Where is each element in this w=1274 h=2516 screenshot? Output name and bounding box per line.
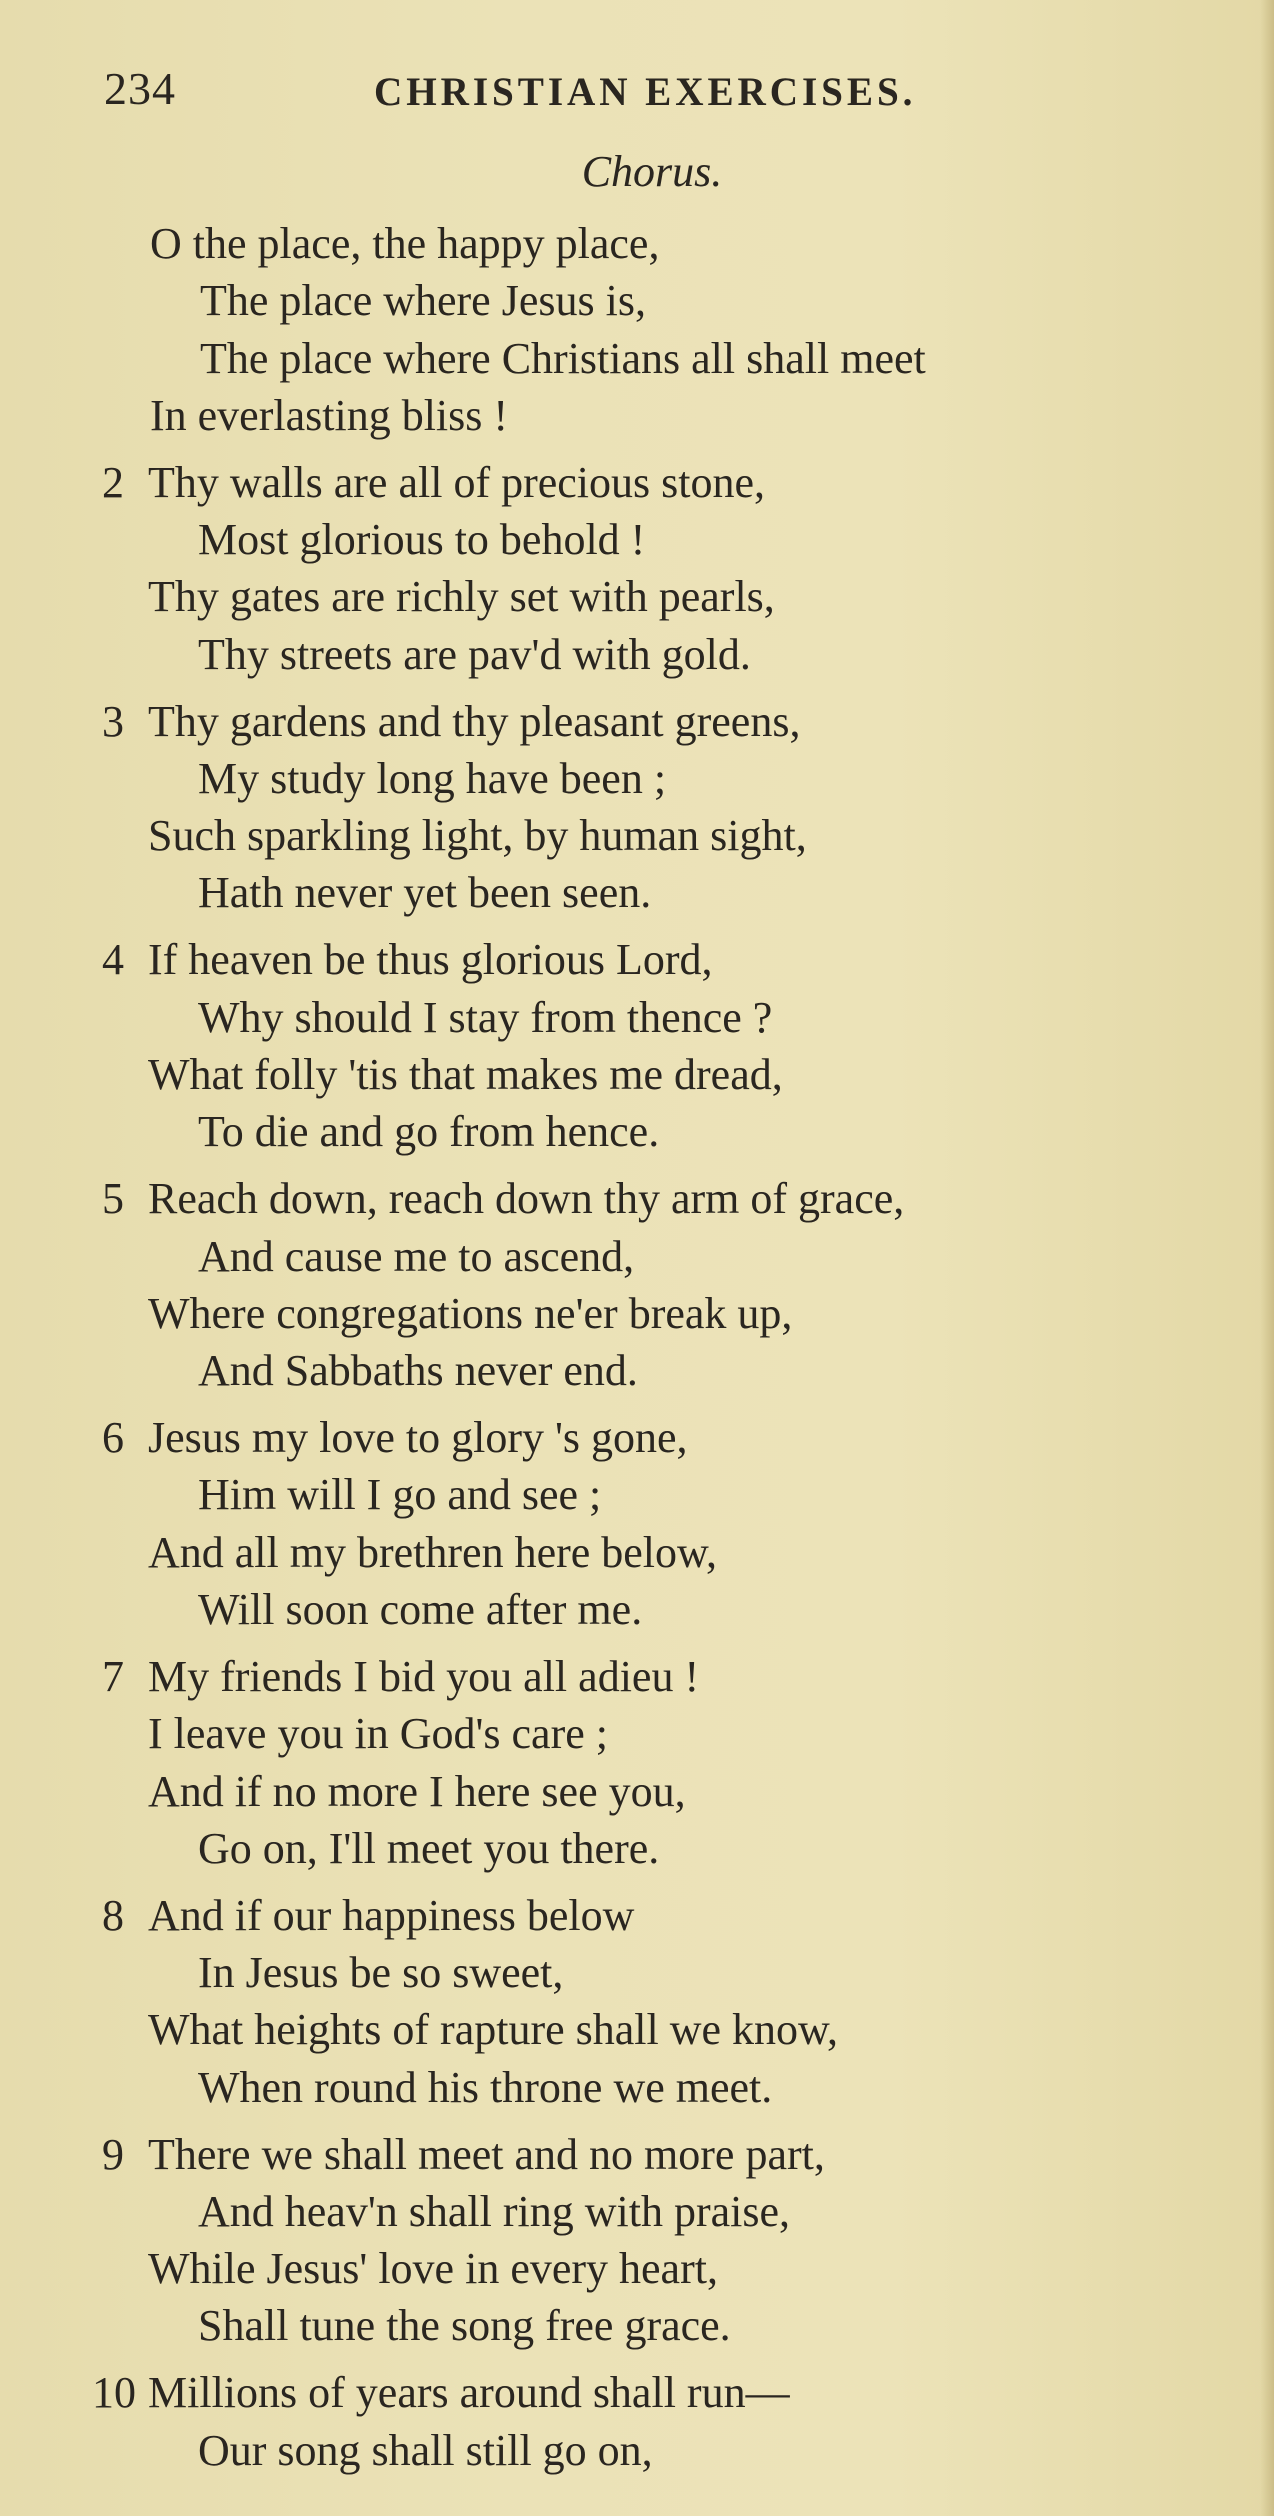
stanza-line: And Sabbaths never end. (198, 1346, 638, 1395)
stanza-line: Thy walls are all of precious stone, (148, 458, 766, 507)
stanza-number: 4 (102, 935, 124, 984)
stanza-line: And if no more I here see you, (148, 1767, 686, 1816)
stanza-number: 2 (102, 458, 124, 507)
stanza-line: Our song shall still go on, (198, 2426, 653, 2475)
stanza-line: Go on, I'll meet you there. (198, 1824, 660, 1873)
stanza-line: Thy streets are pav'd with gold. (198, 630, 751, 679)
stanza-line: Him will I go and see ; (198, 1470, 602, 1519)
stanza-line: Will soon come after me. (198, 1585, 643, 1634)
stanza-line: Thy gardens and thy pleasant greens, (148, 697, 801, 746)
stanza-number: 10 (92, 2368, 136, 2417)
stanza-line: What folly 'tis that makes me dread, (148, 1050, 783, 1099)
stanza-number: 8 (102, 1891, 124, 1940)
stanza-line: What heights of rapture shall we know, (148, 2005, 838, 2054)
stanza-line: While Jesus' love in every heart, (148, 2244, 718, 2293)
stanza-line: My study long have been ; (198, 754, 667, 803)
stanza-line: Hath never yet been seen. (198, 868, 652, 917)
stanza-line: I leave you in God's care ; (148, 1709, 608, 1758)
stanza-line: And if our happiness below (148, 1891, 635, 1940)
stanza-line: And all my brethren here below, (148, 1528, 717, 1577)
stanza-line: Thy gates are richly set with pearls, (148, 572, 775, 621)
stanza-number: 6 (102, 1413, 124, 1462)
chorus-line-2: The place where Jesus is, (200, 276, 646, 325)
stanza-number: 7 (102, 1652, 124, 1701)
stanza-line: Jesus my love to glory 's gone, (148, 1413, 688, 1462)
chorus-line-3: The place where Christians all shall meet (200, 334, 926, 383)
page-edge-shadow (1260, 0, 1274, 2516)
stanza-line: Most glorious to behold ! (198, 515, 646, 564)
stanza-line: Where congregations ne'er break up, (148, 1289, 793, 1338)
stanza-number: 3 (102, 697, 124, 746)
stanza-line: Shall tune the song free grace. (198, 2301, 731, 2350)
chorus-line-1: O the place, the happy place, (150, 219, 660, 268)
stanza-line: In Jesus be so sweet, (198, 1948, 564, 1997)
stanza-line: If heaven be thus glorious Lord, (148, 935, 713, 984)
stanza-line: When round his throne we meet. (198, 2063, 773, 2112)
chorus-heading: Chorus. (581, 147, 723, 196)
stanza-line: Millions of years around shall run— (148, 2368, 790, 2417)
stanza-number: 9 (102, 2130, 124, 2179)
stanza-line: To die and go from hence. (198, 1107, 660, 1156)
page-number: 234 (104, 63, 176, 114)
stanza-line: My friends I bid you all adieu ! (148, 1652, 700, 1701)
chorus-line-4: In everlasting bliss ! (150, 391, 509, 440)
stanza-line: And cause me to ascend, (198, 1232, 635, 1281)
stanza-line: Why should I stay from thence ? (198, 993, 773, 1042)
page-header (104, 62, 1254, 122)
stanza-line: Reach down, reach down thy arm of grace, (148, 1174, 905, 1223)
running-title: CHRISTIAN EXERCISES. (374, 69, 917, 114)
stanza-number: 5 (102, 1174, 124, 1223)
stanza-line: There we shall meet and no more part, (148, 2130, 825, 2179)
stanza-line: Such sparkling light, by human sight, (148, 811, 807, 860)
stanza-line: And heav'n shall ring with praise, (198, 2187, 791, 2236)
